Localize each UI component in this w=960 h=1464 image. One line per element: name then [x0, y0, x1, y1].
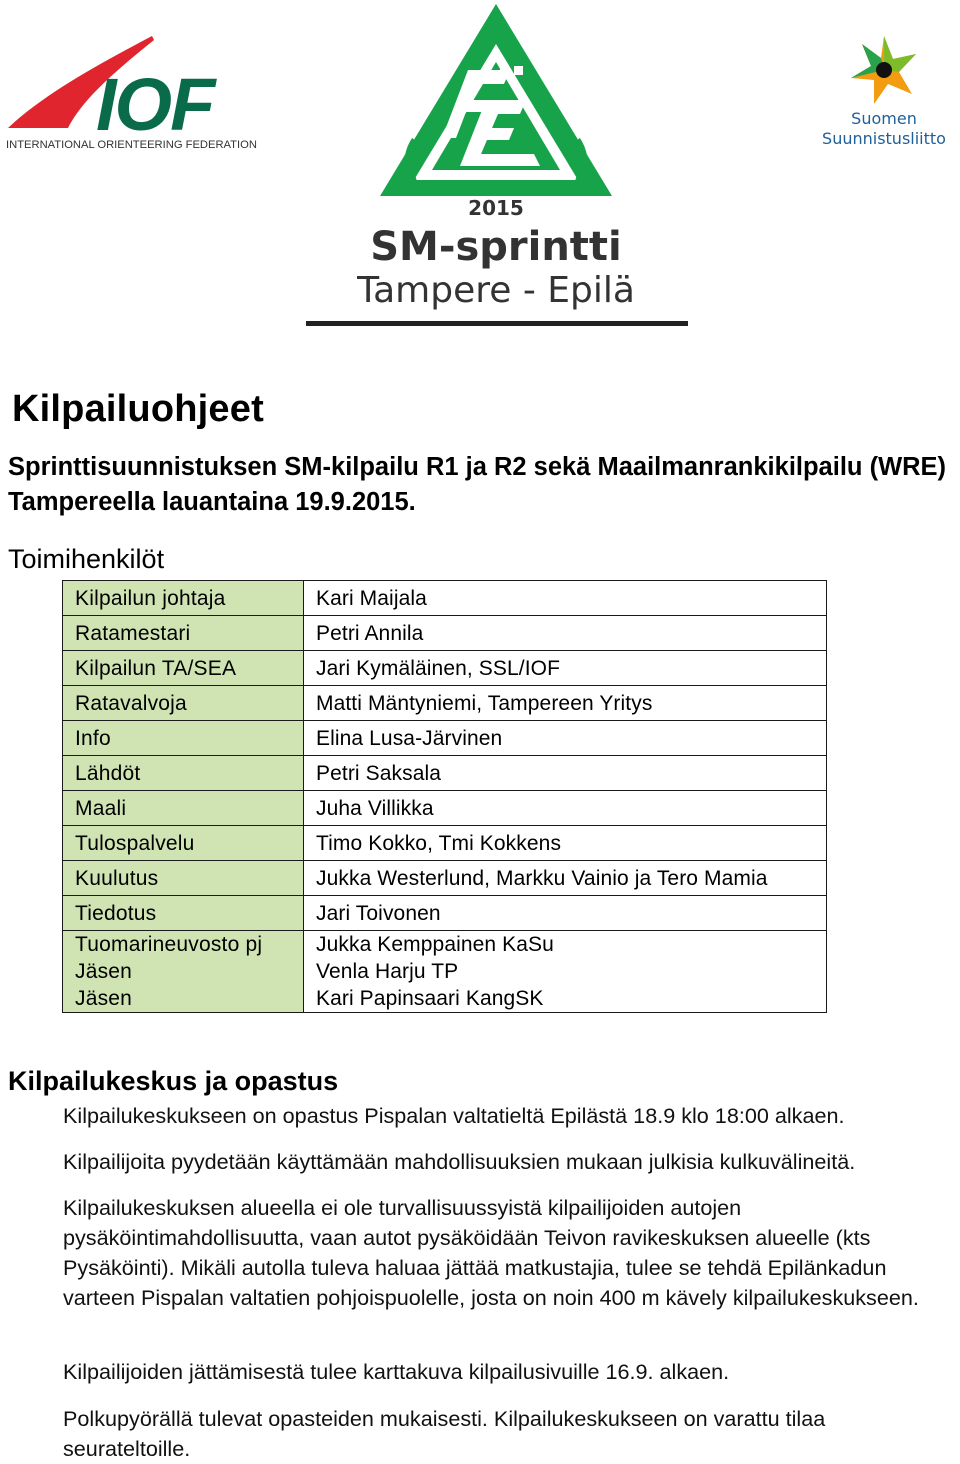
jury-role: Tuomarineuvosto pj: [75, 933, 263, 956]
jury-names: [304, 931, 827, 1013]
jury-name: Venla Harju TP: [316, 960, 459, 983]
table-row-jury: [63, 931, 827, 1013]
staff-name: Matti Mäntyniemi, Tampereen Yritys: [304, 686, 827, 721]
staff-heading: Toimihenkilöt: [8, 544, 165, 574]
staff-role: Maali: [63, 791, 304, 826]
staff-name: Timo Kokko, Tmi Kokkens: [304, 826, 827, 861]
staff-role: Lähdöt: [63, 756, 304, 791]
table-row: [63, 581, 827, 616]
paragraph: Kilpailijoiden jättämisestä tulee karttakuva kilpailusivuille 16.9. alkaen.: [63, 1359, 730, 1384]
table-row: [63, 721, 827, 756]
section-heading: Kilpailukeskus ja opastus: [8, 1066, 339, 1096]
logo-underline: [306, 321, 688, 326]
jury-name: Jukka Kemppainen KaSu: [316, 933, 554, 956]
table-row: [63, 651, 827, 686]
paragraph: Kilpailijoita pyydetään käyttämään mahdollisuuksien mukaan julkisia kulkuvälineitä.: [63, 1149, 856, 1174]
ssl-star-icon: [851, 36, 916, 104]
staff-role: Tulospalvelu: [63, 826, 304, 861]
staff-role: Ratavalvoja: [63, 686, 304, 721]
ssl-name-line1: Suomen: [851, 109, 917, 128]
iof-fullname: INTERNATIONAL ORIENTEERING FEDERATION: [6, 139, 257, 151]
staff-name: Jukka Westerlund, Markku Vainio ja Tero Mamia: [304, 861, 827, 896]
staff-name: Kari Maijala: [304, 581, 827, 616]
table-row: [63, 896, 827, 931]
paragraph: Kilpailukeskukseen on opastus Pispalan valtatieltä Epilästä 18.9 klo 18:00 alkaen.: [63, 1103, 845, 1128]
table-row: [63, 756, 827, 791]
jury-roles: [63, 931, 304, 1013]
sm-sprintti-logo: [300, 0, 692, 330]
sm-title: SM-sprintti: [370, 224, 622, 270]
staff-role: Tiedotus: [63, 896, 304, 931]
sm-place: Tampere - Epilä: [357, 270, 635, 311]
sm-year: 2015: [468, 196, 524, 220]
staff-name: Elina Lusa-Järvinen: [304, 721, 827, 756]
table-row: [63, 826, 827, 861]
paragraph: Kilpailukeskuksen alueella ei ole turvallisuussyistä kilpailijoiden autojen pysäköintimahdollisuutta, vaan autot pysäköidään Teivon ravikeskuksen alueelle (kts Pysäköinti). Mikäli autolla tuleva haluaa jättää matkustajia, tulee se tehdä Epilänkadun varteen Pispalan valtatien pohjoispuolelle, josta on noin 400 m kävely kilpailukeskukseen.: [63, 1195, 919, 1310]
staff-name: Petri Annila: [304, 616, 827, 651]
staff-name: Petri Saksala: [304, 756, 827, 791]
staff-table: [62, 580, 827, 1013]
iof-logo: [4, 34, 266, 154]
table-row: [63, 861, 827, 896]
staff-role: Info: [63, 721, 304, 756]
staff-role: Ratamestari: [63, 616, 304, 651]
document-subtitle: Sprinttisuunnistuksen SM-kilpailu R1 ja R2 sekä Maailmanrankikilpailu (WRE) Tampereella lauantaina 19.9.2015.: [8, 453, 947, 516]
page-title: Kilpailuohjeet: [12, 388, 264, 430]
jury-role: Jäsen: [75, 987, 133, 1010]
jury-role: Jäsen: [75, 960, 133, 983]
staff-name: Jari Toivonen: [304, 896, 827, 931]
paragraph: Polkupyörällä tulevat opasteiden mukaisesti. Kilpailukeskukseen on varattu tilaa seurateltoille.: [63, 1406, 826, 1461]
jury-name: Kari Papinsaari KangSK: [316, 987, 544, 1010]
staff-name: Jari Kymäläinen, SSL/IOF: [304, 651, 827, 686]
staff-name: Juha Villikka: [304, 791, 827, 826]
table-row: [63, 686, 827, 721]
iof-letters: IOF: [96, 63, 214, 146]
ssl-name-line2: Suunnistusliitto: [822, 129, 946, 148]
staff-role: Kilpailun johtaja: [63, 581, 304, 616]
table-row: [63, 791, 827, 826]
staff-role: Kuulutus: [63, 861, 304, 896]
staff-role: Kilpailun TA/SEA: [63, 651, 304, 686]
ssl-logo: [806, 34, 960, 154]
table-row: [63, 616, 827, 651]
